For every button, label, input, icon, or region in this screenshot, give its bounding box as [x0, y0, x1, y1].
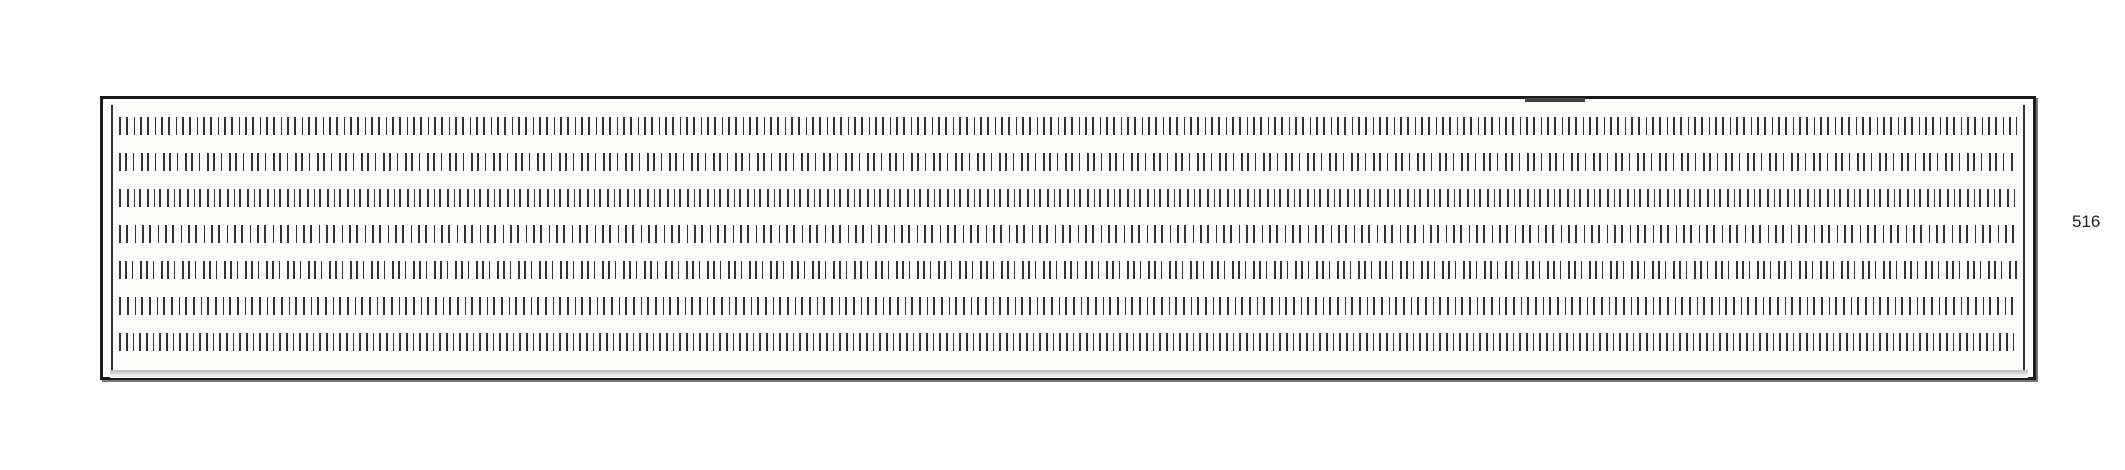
text-line-4 [119, 219, 2017, 249]
page-edge-shadow [110, 370, 2028, 378]
tibetan-script-line [119, 183, 2017, 213]
text-line-3 [119, 183, 2017, 213]
tibetan-script-line [119, 327, 2017, 357]
tibetan-script-line [119, 111, 2017, 141]
text-line-5 [119, 255, 2017, 285]
tibetan-script-line [119, 147, 2017, 177]
text-line-6 [119, 291, 2017, 321]
tibetan-script-line [119, 291, 2017, 321]
text-area [111, 105, 2025, 371]
page-number: 516 [2072, 212, 2101, 231]
text-line-2 [119, 147, 2017, 177]
ink-smudge [1525, 98, 1585, 102]
manuscript-folio [100, 96, 2036, 380]
tibetan-script-line [119, 255, 2017, 285]
text-line-1 [119, 111, 2017, 141]
text-line-7 [119, 327, 2017, 357]
tibetan-script-line [119, 219, 2017, 249]
